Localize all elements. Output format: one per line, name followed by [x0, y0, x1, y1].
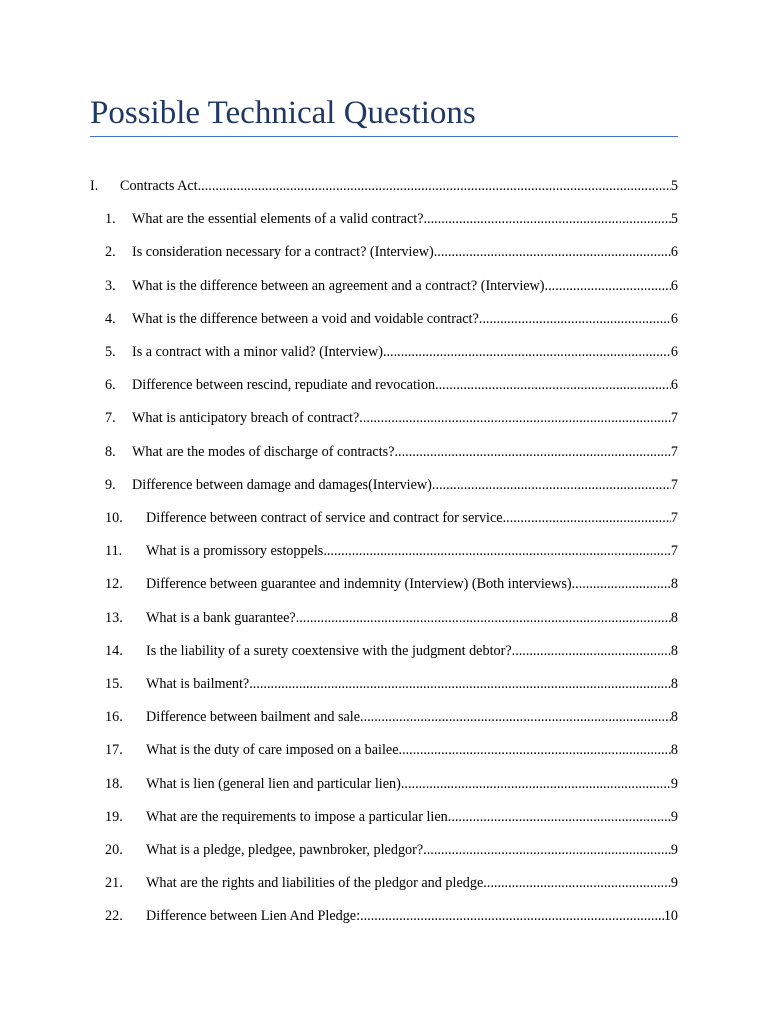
toc-entry-page: 9 — [670, 875, 678, 892]
toc-entry[interactable] — [0, 573, 768, 595]
toc-dot-leader — [296, 607, 671, 629]
toc-entry-line — [132, 407, 678, 429]
toc-entry-number: 10. — [105, 510, 123, 526]
toc-dot-leader — [435, 374, 671, 396]
toc-entry-number: 9. — [105, 476, 116, 493]
toc-entry-text: What is anticipatory breach of contract? — [132, 410, 360, 427]
toc-entry-page: 6 — [670, 310, 678, 327]
toc-entry-page: 9 — [670, 775, 678, 792]
toc-entry-page: 7 — [670, 510, 678, 526]
toc-entry-number: 7. — [105, 410, 116, 427]
toc-entry-text: What is the difference between a void and voidable contract? — [132, 310, 479, 327]
toc-entry-number: 8. — [105, 443, 116, 460]
toc-entry-line — [132, 275, 678, 297]
toc-dot-leader — [483, 872, 671, 894]
toc-entry-text: What is the difference between an agreement and a contract? (Interview) — [132, 277, 545, 294]
toc-dot-leader — [432, 474, 671, 496]
toc-dot-leader — [434, 241, 671, 263]
toc-entry-number: 2. — [105, 244, 116, 261]
toc-entry-text: What are the requirements to impose a particular lien — [146, 808, 448, 825]
toc-entry-line — [132, 208, 678, 230]
toc-dot-leader — [572, 573, 671, 595]
toc-entry[interactable] — [0, 872, 768, 894]
toc-entry-line — [146, 540, 678, 562]
toc-entry-page: 7 — [670, 410, 678, 427]
toc-entry-text: Difference between contract of service and contract for service — [146, 510, 503, 526]
toc-entry-number: 14. — [105, 642, 123, 659]
toc-entry-line — [146, 872, 678, 894]
toc-entry-line — [132, 241, 678, 263]
toc-dot-leader — [360, 706, 671, 728]
toc-section-line — [120, 175, 678, 197]
toc-entry[interactable] — [0, 806, 768, 828]
toc-entry-page: 5 — [670, 211, 678, 228]
toc-entry[interactable] — [0, 241, 768, 263]
toc-entry-page: 8 — [670, 642, 678, 659]
toc-entry[interactable] — [0, 839, 768, 861]
toc-entry-number: 18. — [105, 775, 123, 792]
toc-entry-line — [146, 607, 678, 629]
toc-entry-line — [146, 839, 678, 861]
toc-entry-line — [146, 507, 678, 529]
toc-entry-page: 8 — [670, 742, 678, 759]
toc-entry-number: 12. — [105, 576, 123, 593]
toc-entry[interactable] — [0, 540, 768, 562]
toc-section-number: I. — [90, 178, 99, 194]
toc-entry-number: 15. — [105, 676, 123, 692]
toc-dot-leader — [399, 739, 671, 761]
page-title: Possible Technical Questions — [90, 95, 476, 131]
toc-entry-page: 7 — [670, 443, 678, 460]
toc-entry-text: What is the duty of care imposed on a bailee — [146, 742, 399, 759]
toc-entry[interactable] — [0, 773, 768, 795]
toc-entry-text: Difference between rescind, repudiate and revocation — [132, 377, 436, 394]
toc-entry-text: What are the modes of discharge of contracts? — [132, 443, 395, 460]
toc-entry-page: 6 — [670, 244, 678, 261]
toc-entry[interactable] — [0, 407, 768, 429]
toc-entry-line — [132, 374, 678, 396]
toc-entry[interactable] — [0, 374, 768, 396]
toc-entry-line — [146, 573, 678, 595]
toc-dot-leader — [503, 507, 671, 529]
toc-dot-leader — [198, 175, 671, 197]
toc-entry-page: 7 — [670, 543, 678, 560]
toc-entry-page: 6 — [670, 277, 678, 294]
toc-dot-leader — [545, 275, 671, 297]
toc-entry-page: 6 — [670, 377, 678, 394]
toc-entry[interactable] — [0, 673, 768, 695]
toc-dot-leader — [323, 540, 671, 562]
toc-entry[interactable] — [0, 341, 768, 363]
toc-entry-text: Difference between Lien And Pledge: — [146, 908, 361, 925]
toc-entry-page: 6 — [670, 344, 678, 360]
toc-dot-leader — [383, 341, 671, 363]
toc-entry-text: What is a pledge, pledgee, pawnbroker, pledgor? — [146, 842, 424, 858]
toc-entry-number: 16. — [105, 709, 123, 726]
toc-entry[interactable] — [0, 507, 768, 529]
toc-entry-number: 6. — [105, 377, 116, 394]
toc-entry-text: What is a promissory estoppels — [146, 543, 324, 560]
toc-dot-leader — [423, 839, 671, 861]
toc-entry[interactable] — [0, 441, 768, 463]
title-underline — [90, 136, 678, 137]
toc-entry-page: 8 — [670, 609, 678, 626]
toc-entry-line — [146, 640, 678, 662]
toc-entry-text: What is a bank guarantee? — [146, 609, 296, 626]
toc-entry-number: 19. — [105, 808, 123, 825]
toc-entry-text: What is lien (general lien and particular lien) — [146, 775, 401, 792]
toc-entry-page: 8 — [670, 576, 678, 593]
toc-entry[interactable] — [0, 739, 768, 761]
toc-entry[interactable] — [0, 640, 768, 662]
toc-entry[interactable] — [0, 308, 768, 330]
toc-dot-leader — [395, 441, 671, 463]
toc-entry-line — [146, 739, 678, 761]
toc-entry-text: Difference between guarantee and indemnity (Interview) (Both interviews) — [146, 576, 572, 593]
toc-entry[interactable] — [0, 905, 768, 927]
toc-dot-leader — [424, 208, 671, 230]
toc-entry-page: 9 — [670, 808, 678, 825]
toc-entry-page: 9 — [670, 842, 678, 858]
toc-entry-line — [132, 341, 678, 363]
toc-entry-page: 8 — [670, 676, 678, 692]
toc-section-page: 5 — [670, 178, 678, 194]
toc-entry[interactable] — [0, 275, 768, 297]
toc-entry[interactable] — [0, 607, 768, 629]
toc-entry-number: 3. — [105, 277, 116, 294]
toc-dot-leader — [401, 773, 671, 795]
toc-dot-leader — [359, 407, 671, 429]
toc-entry-page: 10 — [663, 908, 678, 925]
toc-entry-line — [146, 905, 678, 927]
toc-entry-number: 13. — [105, 609, 123, 626]
toc-dot-leader — [249, 673, 671, 695]
toc-entry[interactable] — [0, 208, 768, 230]
toc-entry-page: 8 — [670, 709, 678, 726]
toc-entry-number: 22. — [105, 908, 123, 925]
toc-entry-text: What are the rights and liabilities of the pledgor and pledge — [146, 875, 484, 892]
toc-entry-number: 11. — [105, 543, 123, 560]
toc-dot-leader — [360, 905, 664, 927]
toc-entry-text: Difference between bailment and sale — [146, 709, 361, 726]
toc-section-entry[interactable] — [0, 175, 768, 197]
toc-entry-text: Is a contract with a minor valid? (Interview) — [132, 344, 383, 360]
toc-entry-line — [146, 706, 678, 728]
toc-entry-text: Is the liability of a surety coextensive with the judgment debtor? — [146, 642, 512, 659]
toc-entry-line — [146, 806, 678, 828]
toc-entry-line — [132, 308, 678, 330]
toc-entry[interactable] — [0, 706, 768, 728]
toc-entry-text: Is consideration necessary for a contract? (Interview) — [132, 244, 434, 261]
toc-entry-text: What is bailment? — [146, 676, 250, 692]
toc-entry-text: Difference between damage and damages(Interview) — [132, 476, 432, 493]
toc-entry-number: 5. — [105, 344, 116, 360]
toc-entry-number: 17. — [105, 742, 123, 759]
toc-entry-line — [146, 773, 678, 795]
toc-entry-number: 21. — [105, 875, 123, 892]
toc-entry-line — [132, 474, 678, 496]
toc-entry-line — [146, 673, 678, 695]
toc-dot-leader — [479, 308, 671, 330]
toc-entry-number: 1. — [105, 211, 116, 228]
toc-dot-leader — [512, 640, 671, 662]
toc-entry-number: 4. — [105, 310, 116, 327]
toc-entry-number: 20. — [105, 842, 123, 858]
toc-entry-text: What are the essential elements of a valid contract? — [132, 211, 424, 228]
toc-entry-page: 7 — [670, 476, 678, 493]
toc-dot-leader — [448, 806, 671, 828]
toc-section-text: Contracts Act — [120, 178, 198, 194]
toc-entry[interactable] — [0, 474, 768, 496]
toc-entry-line — [132, 441, 678, 463]
